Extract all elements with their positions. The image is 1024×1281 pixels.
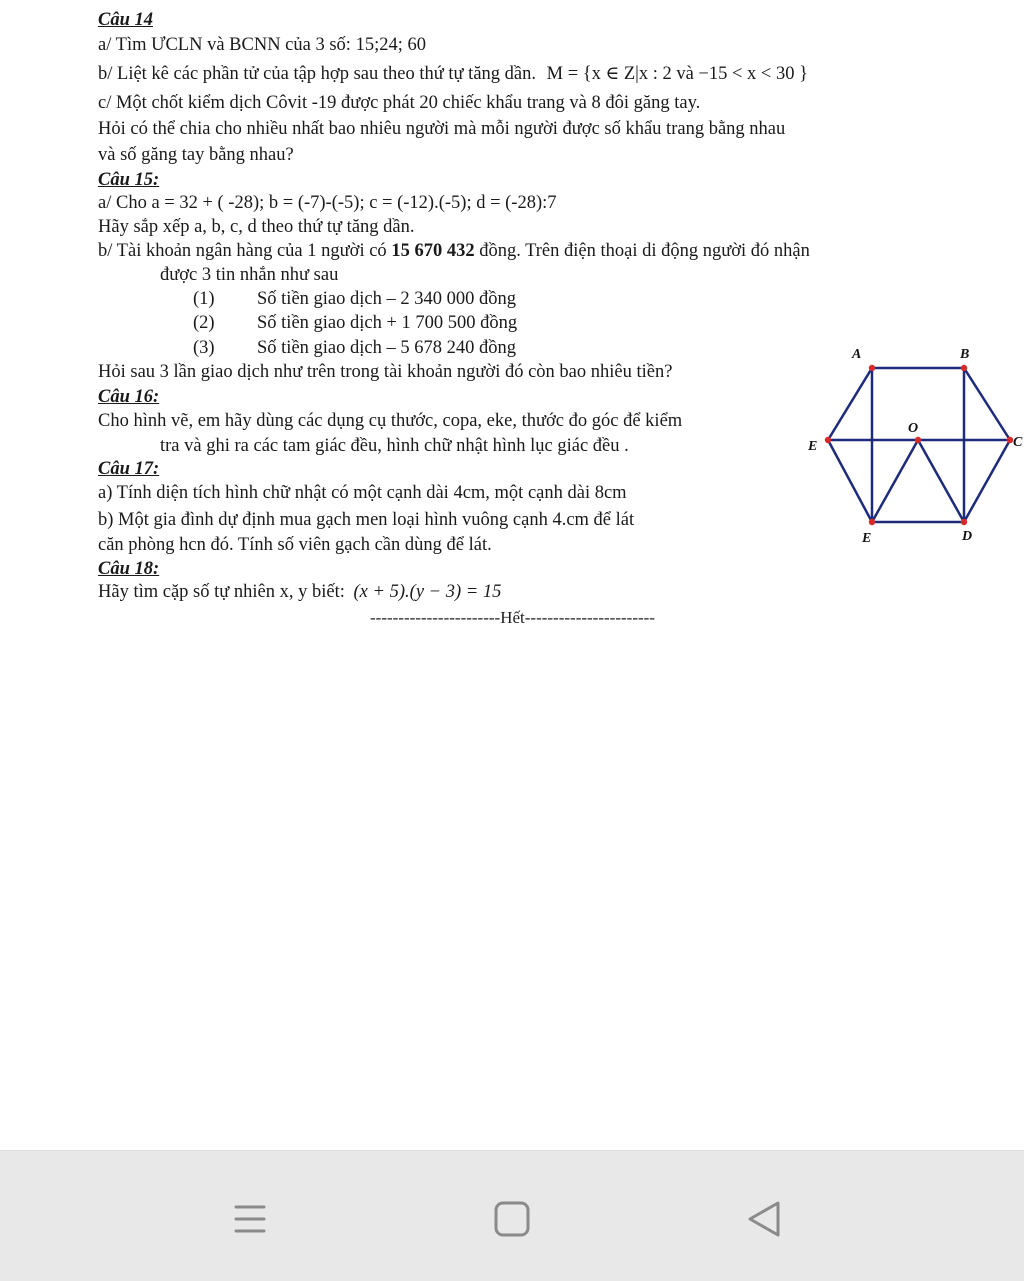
- point-o: [915, 437, 921, 443]
- cau16-title: Câu 16:: [98, 387, 160, 407]
- cau15-b1-post: đồng. Trên điện thoại di động người đó nhận: [474, 241, 810, 261]
- segment-ae: [828, 368, 872, 440]
- label-e-bottom: E: [862, 531, 872, 546]
- label-o: O: [908, 421, 919, 436]
- segment-eo: [872, 440, 918, 522]
- cau18-formula: (x + 5).(y − 3) = 15: [353, 582, 502, 602]
- segment-e-e: [828, 440, 872, 522]
- menu-lines-icon: [220, 1191, 280, 1251]
- segment-bc: [964, 368, 1010, 440]
- figure-lines: [828, 368, 1010, 522]
- cau17-b2: căn phòng hcn đó. Tính số viên gạch cần dùng để lát.: [98, 535, 492, 555]
- cau14-c2: Hỏi có thể chia cho nhiều nhất bao nhiêu người mà mỗi người được số khẩu trang bằng nhau: [98, 119, 786, 139]
- back-button[interactable]: [740, 1191, 800, 1251]
- segment-cd: [964, 440, 1010, 522]
- item-num: (1): [193, 289, 215, 309]
- label-e-left: E: [808, 439, 818, 454]
- item-text: Số tiền giao dịch – 5 678 240 đồng: [257, 338, 516, 358]
- point-e-left: [825, 437, 831, 443]
- item-text: Số tiền giao dịch + 1 700 500 đồng: [257, 313, 518, 333]
- label-a: A: [852, 347, 862, 362]
- cau18-title: Câu 18:: [98, 559, 160, 579]
- segment-od: [918, 440, 964, 522]
- cau16-l1: Cho hình vẽ, em hãy dùng các dụng cụ thước, copa, eke, thước đo góc để kiểm: [98, 411, 683, 431]
- back-triangle-icon: [740, 1191, 800, 1251]
- cau14-b-text: b/ Liệt kê các phần tử của tập hợp sau theo thứ tự tăng dần.: [98, 64, 536, 84]
- point-d: [961, 519, 967, 525]
- cau14-b: [98, 64, 808, 85]
- cau14-a: a/ Tìm ƯCLN và BCNN của 3 số: 15;24; 60: [98, 35, 426, 55]
- cau14-title: Câu 14: [98, 10, 154, 30]
- cau15-b1: [98, 241, 810, 262]
- cau15-b1-amount: 15 670 432: [391, 241, 475, 261]
- cau18-l1: [98, 582, 501, 603]
- cau15-b1-pre: b/ Tài khoản ngân hàng của 1 người có: [98, 241, 392, 261]
- cau14-c3: và số găng tay bằng nhau?: [98, 145, 294, 165]
- cau15-title: Câu 15:: [98, 170, 160, 190]
- cau15-item-1: [193, 289, 516, 310]
- home-square-icon: [482, 1191, 542, 1251]
- label-b: B: [960, 347, 970, 362]
- cau15-b2: được 3 tin nhắn như sau: [160, 265, 339, 285]
- hexagon-figure: [800, 340, 1024, 550]
- label-d: D: [962, 529, 973, 544]
- item-text: Số tiền giao dịch – 2 340 000 đồng: [257, 289, 516, 309]
- cau16-l2: tra và ghi ra các tam giác đều, hình chữ nhật hình lục giác đều .: [160, 436, 629, 456]
- cau15-item-2: [193, 313, 517, 334]
- point-a: [869, 365, 875, 371]
- item-num: (2): [193, 313, 215, 333]
- cau14-c1: c/ Một chốt kiểm dịch Côvit -19 được phát 20 chiếc khẩu trang và 8 đôi găng tay.: [98, 93, 701, 113]
- cau15-a1: a/ Cho a = 32 + ( -28); b = (-7)-(-5); c = (-12).(-5); d = (-28):7: [98, 193, 557, 213]
- cau17-a: a) Tính diện tích hình chữ nhật có một cạnh dài 4cm, một cạnh dài 8cm: [98, 483, 627, 503]
- point-b: [961, 365, 967, 371]
- android-nav-bar: [0, 1150, 1024, 1281]
- cau15-item-3: [193, 338, 516, 359]
- cau18-text: Hãy tìm cặp số tự nhiên x, y biết:: [98, 582, 345, 602]
- point-e-bottom: [869, 519, 875, 525]
- home-button[interactable]: [482, 1191, 542, 1251]
- recent-apps-button[interactable]: [220, 1191, 280, 1251]
- cau14-b-formula: M = {x ∈ Z|x : 2 và −15 < x < 30 }: [546, 64, 808, 84]
- cau17-b1: b) Một gia đình dự định mua gạch men loại hình vuông cạnh 4.cm để lát: [98, 510, 635, 530]
- label-c: C: [1013, 435, 1023, 450]
- cau15-question: Hỏi sau 3 lần giao dịch như trên trong tài khoản người đó còn bao nhiêu tiền?: [98, 362, 673, 382]
- ending-line: -----------------------Hết-----------------------: [370, 608, 655, 627]
- item-num: (3): [193, 338, 215, 358]
- cau15-a2: Hãy sắp xếp a, b, c, d theo thứ tự tăng dần.: [98, 217, 415, 237]
- cau17-title: Câu 17:: [98, 459, 160, 479]
- figure-points: [825, 365, 1013, 525]
- hexagon-svg: [800, 340, 1024, 550]
